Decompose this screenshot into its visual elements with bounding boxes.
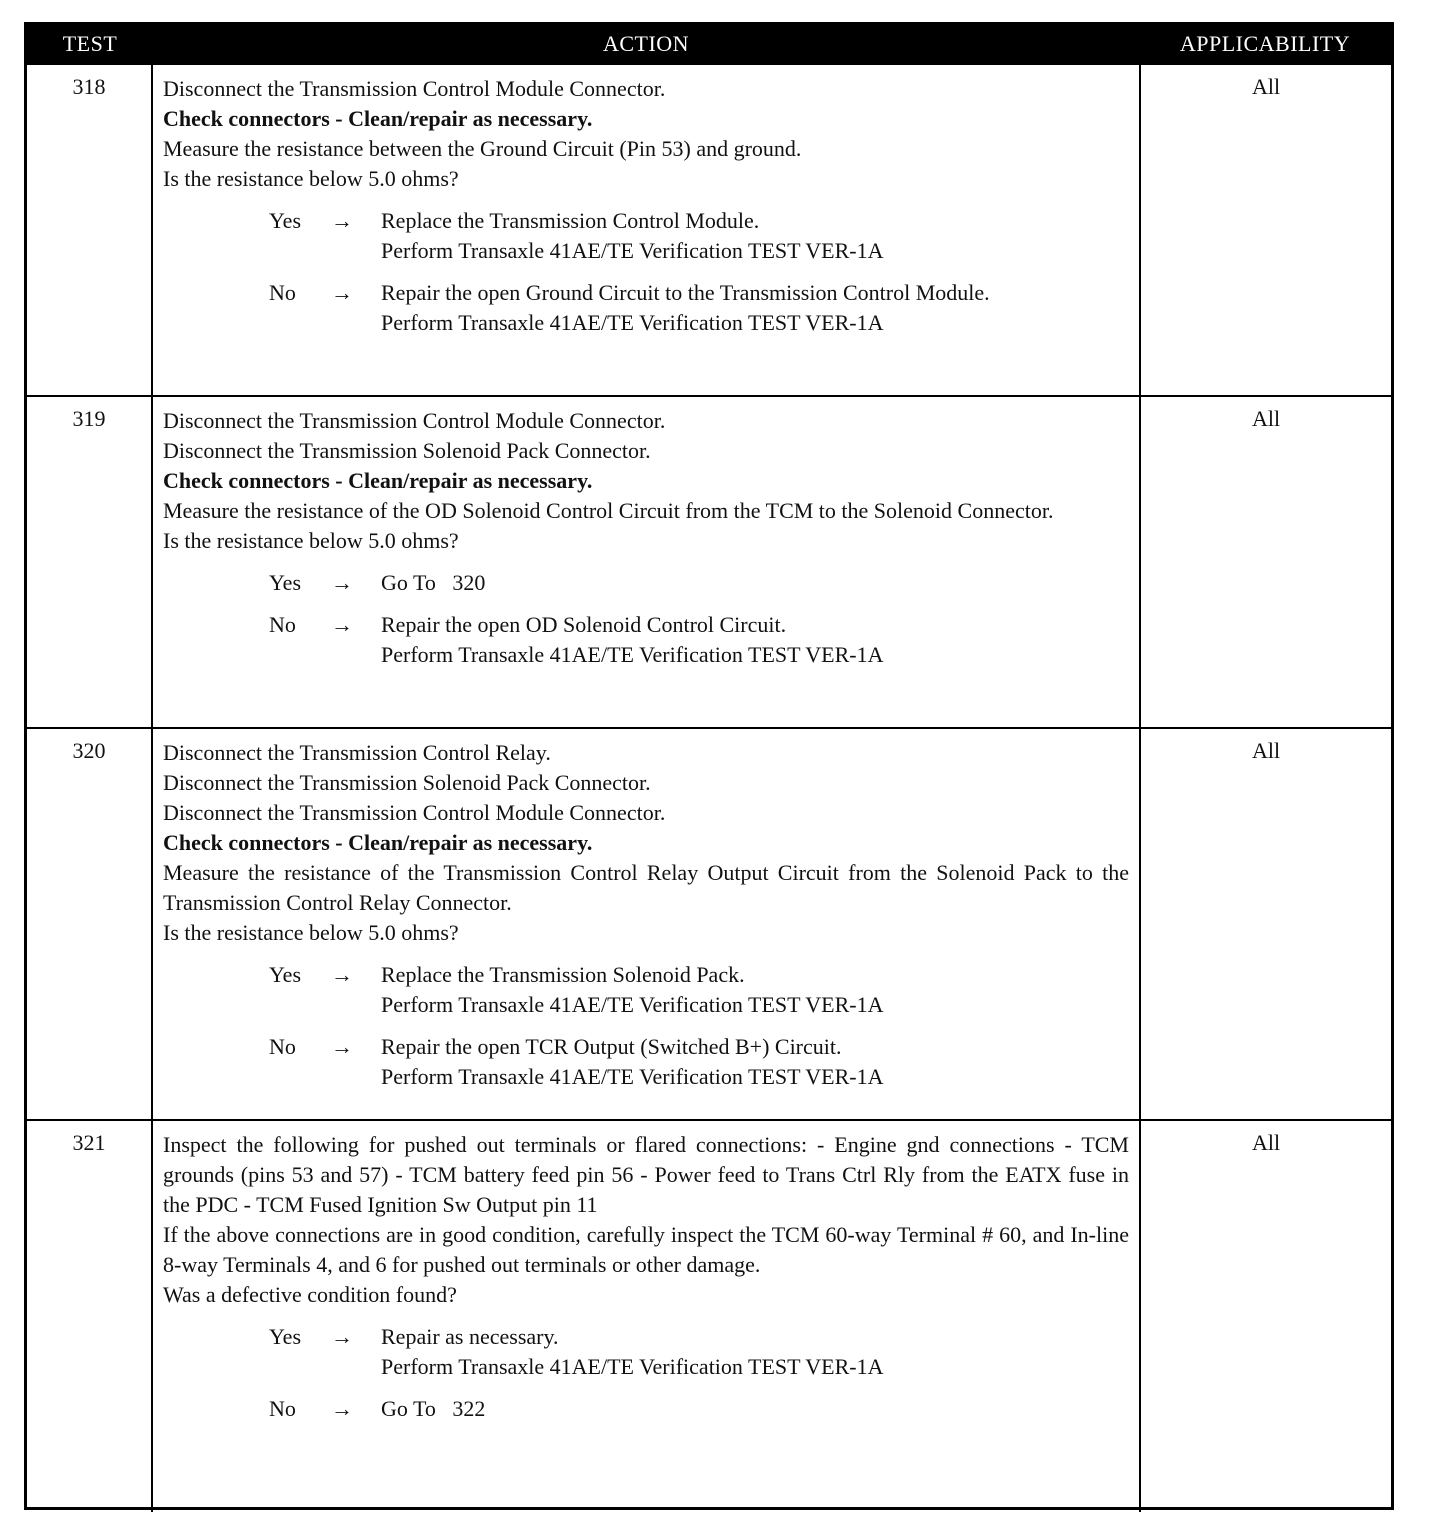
action-step: Was a defective condition found? (163, 1282, 457, 1307)
action-step: Disconnect the Transmission Control Module Connector. (163, 408, 666, 433)
branch-answer: No (269, 1034, 296, 1059)
action-step: If the above connections are in good condition, carefully inspect the TCM 60-way Terminal # 60, and In-line 8-way Terminals 4, and 6 for pushed out terminals or other damage. (163, 1222, 1129, 1277)
branch-answer: Yes (269, 962, 302, 987)
header-applicability: APPLICABILITY (1179, 31, 1351, 56)
branch-answer: No (269, 1396, 296, 1421)
arrow-right-icon: → (331, 1324, 353, 1349)
action-step: Disconnect the Transmission Control Relay. (163, 740, 551, 765)
branch-no (163, 278, 1129, 338)
branch-yes (163, 1322, 1129, 1382)
branch-result-line: Perform Transaxle 41AE/TE Verification TEST VER-1A (381, 310, 884, 335)
branch-no (163, 610, 1129, 670)
check-connectors-note: Check connectors - Clean/repair as necessary. (163, 468, 593, 493)
arrow-right-icon: → (331, 962, 353, 987)
branch-result (381, 206, 1129, 266)
branch-result-line: Repair the open OD Solenoid Control Circuit. (381, 612, 787, 637)
branch-result (381, 568, 1129, 598)
action-step: Is the resistance below 5.0 ohms? (163, 528, 459, 553)
branch-result (381, 1322, 1129, 1382)
arrow-right-icon: → (331, 280, 353, 305)
branch-result (381, 278, 1129, 338)
table-row (27, 63, 1391, 395)
action-step: Measure the resistance of the OD Solenoid Control Circuit from the TCM to the Solenoid Connector. (163, 498, 1054, 523)
action-step: Measure the resistance between the Ground Circuit (Pin 53) and ground. (163, 136, 802, 161)
action-step: Is the resistance below 5.0 ohms? (163, 166, 459, 191)
branch-answer: Yes (269, 570, 302, 595)
branch-result (381, 1394, 1129, 1424)
action-step: Disconnect the Transmission Control Module Connector. (163, 800, 666, 825)
branch-no (163, 1032, 1129, 1092)
branch-result (381, 610, 1129, 670)
arrow-right-icon: → (331, 208, 353, 233)
test-number: 318 (27, 65, 153, 395)
action-step: Inspect the following for pushed out terminals or flared connections: - Engine gnd connections - TCM grounds (pins 53 and 57) - TCM battery feed pin 56 - Power feed to Trans Ctrl Rly from the EATX fuse in the PDC - TCM Fused Ignition Sw Output pin 11 (163, 1132, 1129, 1217)
table-row (27, 395, 1391, 727)
action-step: Disconnect the Transmission Solenoid Pack Connector. (163, 438, 651, 463)
branch-result-line: Perform Transaxle 41AE/TE Verification TEST VER-1A (381, 238, 884, 263)
test-number: 320 (27, 729, 153, 1119)
branch-result-line: Perform Transaxle 41AE/TE Verification TEST VER-1A (381, 1354, 884, 1379)
branch-result-line: Repair as necessary. (381, 1324, 559, 1349)
branch-answer: Yes (269, 1324, 302, 1349)
branch-answer: No (269, 612, 296, 637)
branch-yes (163, 960, 1129, 1020)
applicability-value: All (1139, 1121, 1391, 1512)
table-row (27, 1119, 1391, 1512)
action-step: Disconnect the Transmission Solenoid Pack Connector. (163, 770, 651, 795)
action-step: Disconnect the Transmission Control Module Connector. (163, 76, 666, 101)
diagnostic-table (24, 22, 1394, 1510)
branch-result-line: Go To 322 (381, 1396, 486, 1421)
branch-result-line: Repair the open TCR Output (Switched B+) Circuit. (381, 1034, 842, 1059)
table-header (27, 25, 1391, 63)
branch-yes (163, 206, 1129, 266)
branch-answer: No (269, 280, 296, 305)
check-connectors-note: Check connectors - Clean/repair as necessary. (163, 830, 593, 855)
branch-yes (163, 568, 1129, 598)
check-connectors-note: Check connectors - Clean/repair as necessary. (163, 106, 593, 131)
arrow-right-icon: → (331, 570, 353, 595)
branch-result (381, 1032, 1129, 1092)
table-body (27, 63, 1391, 1512)
table-row (27, 727, 1391, 1119)
branch-result (381, 960, 1129, 1020)
action-cell (153, 65, 1139, 395)
applicability-value: All (1139, 65, 1391, 395)
applicability-value: All (1139, 729, 1391, 1119)
applicability-value: All (1139, 397, 1391, 727)
action-cell (153, 729, 1139, 1119)
header-test: TEST (62, 31, 118, 56)
arrow-right-icon: → (331, 612, 353, 637)
header-action: ACTION (602, 31, 690, 56)
arrow-right-icon: → (331, 1396, 353, 1421)
arrow-right-icon: → (331, 1034, 353, 1059)
branch-result-line: Perform Transaxle 41AE/TE Verification TEST VER-1A (381, 1064, 884, 1089)
branch-result-line: Perform Transaxle 41AE/TE Verification TEST VER-1A (381, 992, 884, 1017)
action-cell (153, 397, 1139, 727)
branch-result-line: Perform Transaxle 41AE/TE Verification TEST VER-1A (381, 642, 884, 667)
branch-result-line: Go To 320 (381, 570, 486, 595)
test-number: 321 (27, 1121, 153, 1512)
branch-result-line: Replace the Transmission Control Module. (381, 208, 760, 233)
branch-no (163, 1394, 1129, 1424)
action-step: Is the resistance below 5.0 ohms? (163, 920, 459, 945)
branch-answer: Yes (269, 208, 302, 233)
test-number: 319 (27, 397, 153, 727)
action-step: Measure the resistance of the Transmission Control Relay Output Circuit from the Solenoid Pack to the Transmission Control Relay Connector. (163, 860, 1129, 915)
action-cell (153, 1121, 1139, 1512)
branch-result-line: Replace the Transmission Solenoid Pack. (381, 962, 745, 987)
branch-result-line: Repair the open Ground Circuit to the Transmission Control Module. (381, 280, 990, 305)
